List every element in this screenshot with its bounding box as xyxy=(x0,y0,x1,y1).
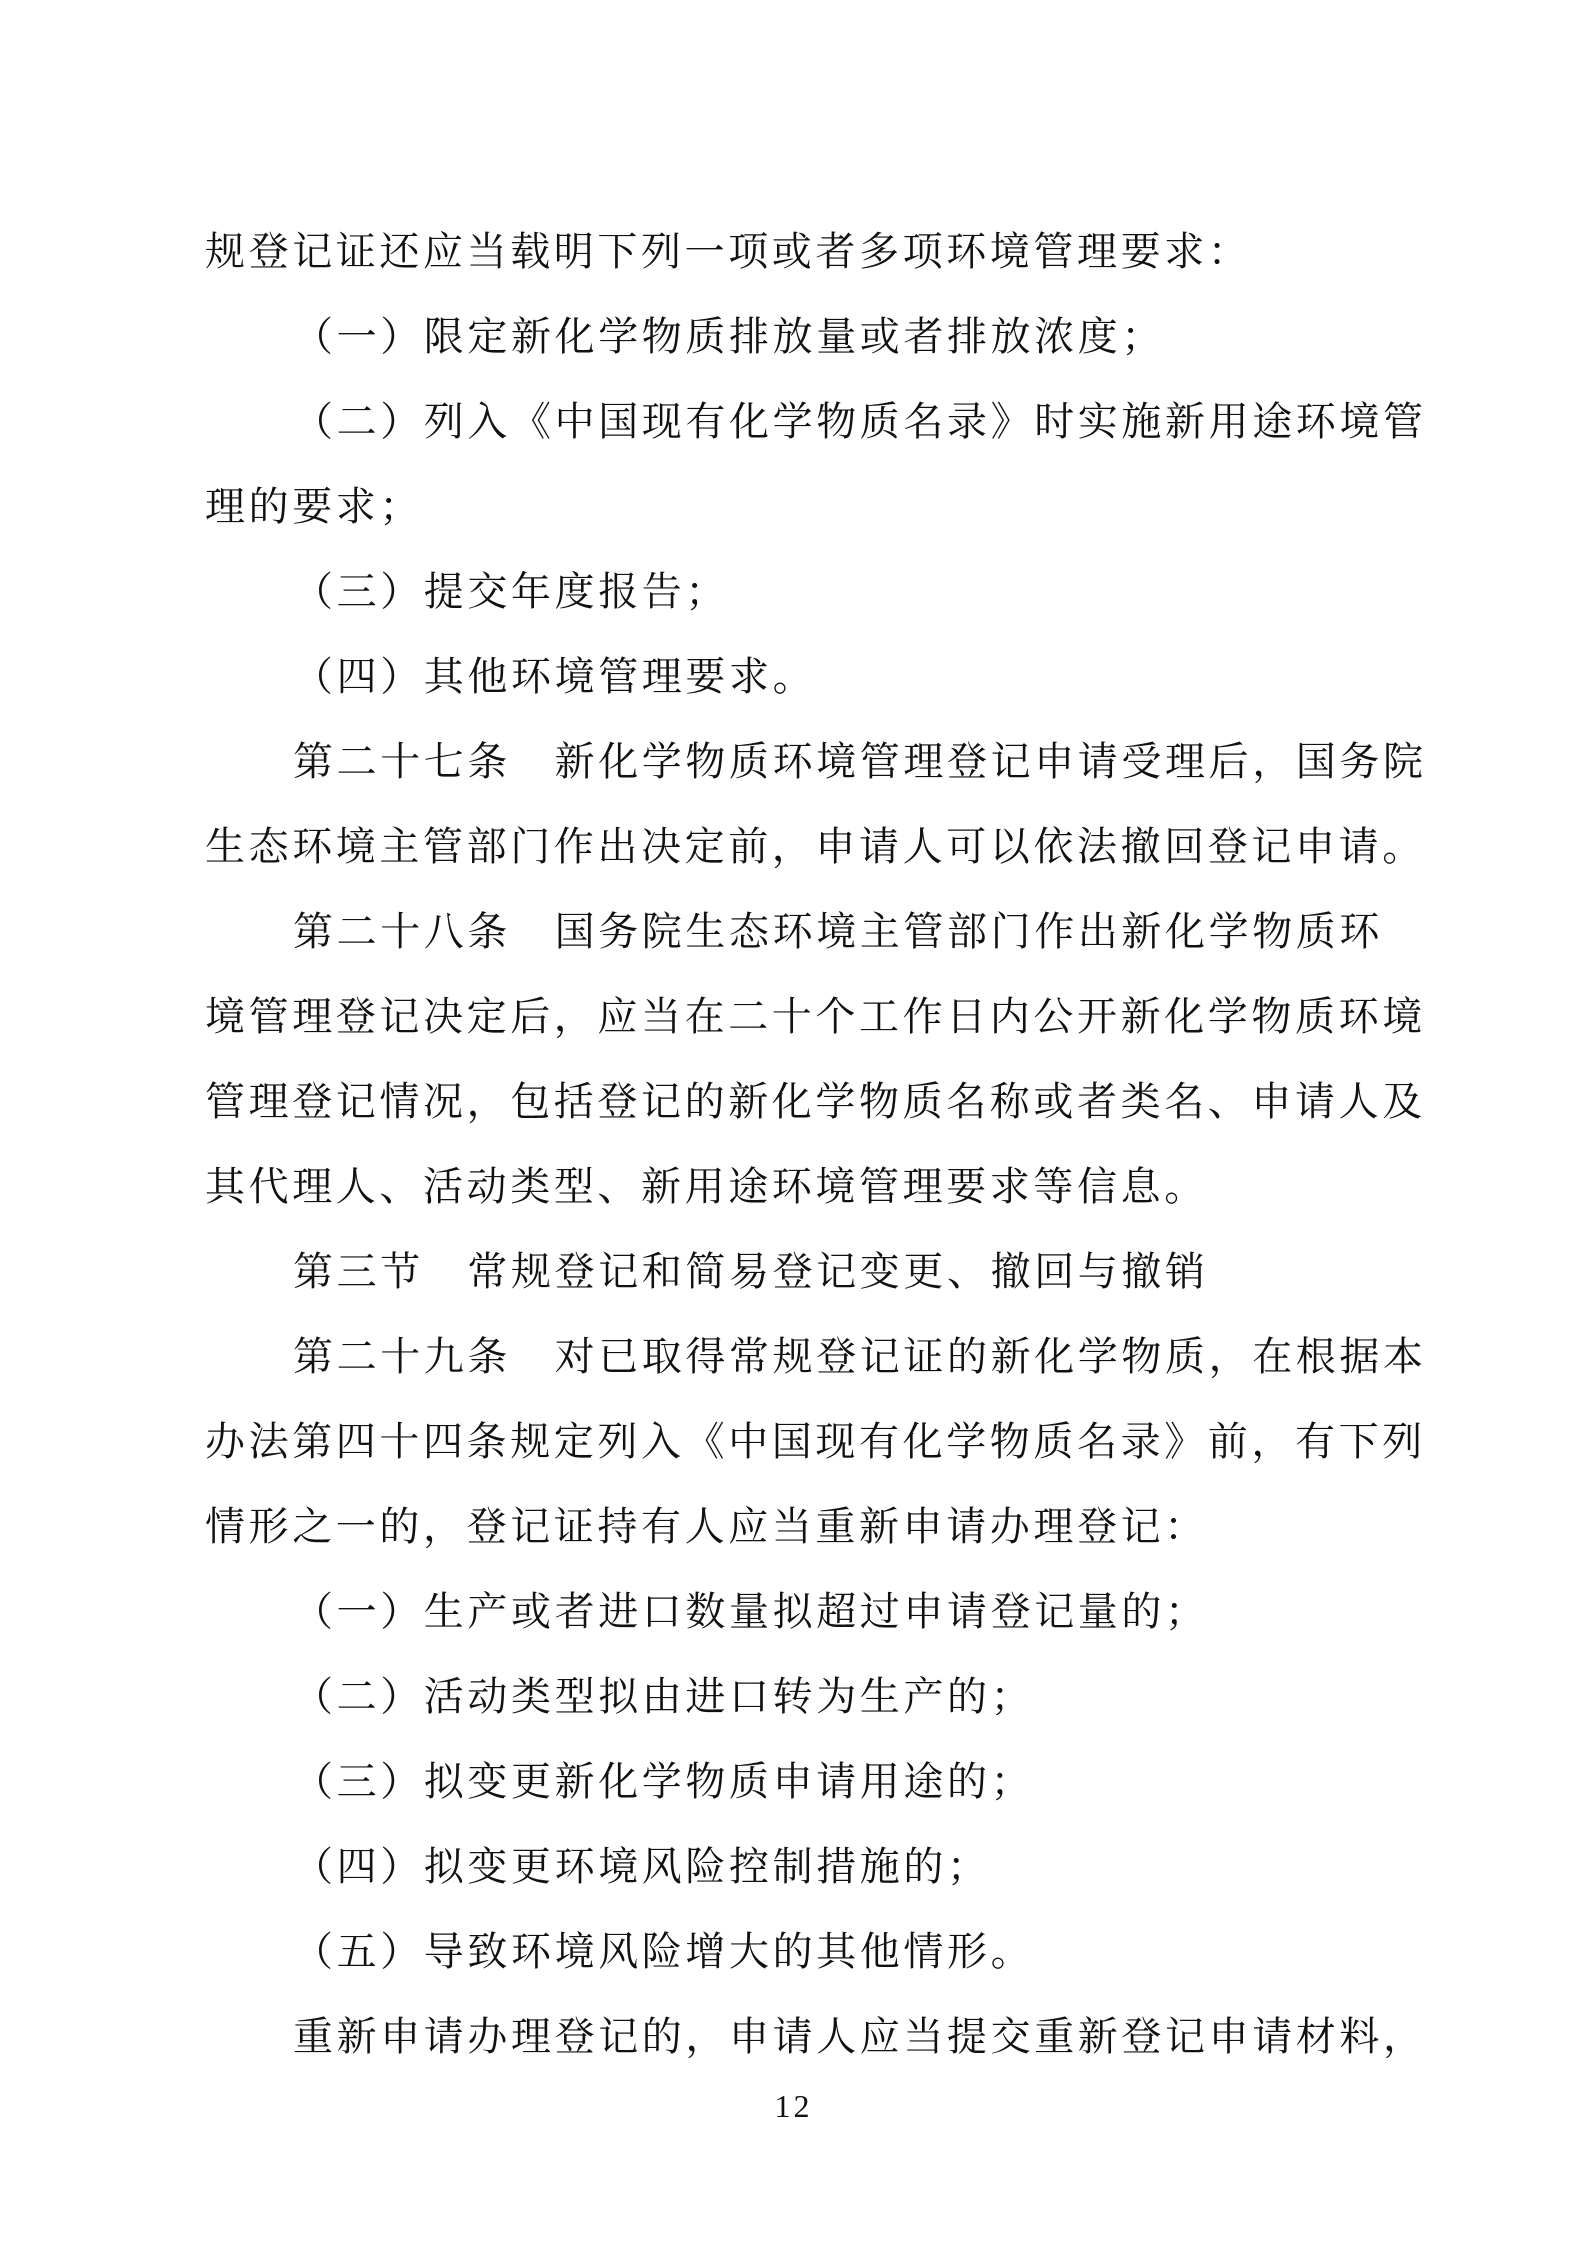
text-line: 规登记证还应当载明下列一项或者多项环境管理要求： xyxy=(205,229,1252,275)
list-item: （四）其他环境管理要求。 xyxy=(293,654,817,700)
list-item: （二）列入《中国现有化学物质名录》时实施新用途环境管 xyxy=(293,399,1427,445)
text-line: 境管理登记决定后，应当在二十个工作日内公开新化学物质环境 xyxy=(205,994,1426,1040)
text-line: 重新申请办理登记的，申请人应当提交重新登记申请材料， xyxy=(293,2014,1427,2060)
article-heading-29: 第二十九条 对已取得常规登记证的新化学物质，在根据本 xyxy=(293,1334,1427,1380)
article-heading-27: 第二十七条 新化学物质环境管理登记申请受理后，国务院 xyxy=(293,739,1427,785)
text-line: 管理登记情况，包括登记的新化学物质名称或者类名、申请人及 xyxy=(205,1079,1426,1125)
list-item: （一）生产或者进口数量拟超过申请登记量的； xyxy=(293,1589,1209,1635)
list-item: （一）限定新化学物质排放量或者排放浓度； xyxy=(293,314,1165,360)
list-item: （五）导致环境风险增大的其他情形。 xyxy=(293,1929,1035,1975)
text-line: 办法第四十四条规定列入《中国现有化学物质名录》前，有下列 xyxy=(205,1419,1426,1465)
list-item: （三）提交年度报告； xyxy=(293,569,729,615)
text-line: 情形之一的，登记证持有人应当重新申请办理登记： xyxy=(205,1504,1208,1550)
article-heading-28: 第二十八条 国务院生态环境主管部门作出新化学物质环 xyxy=(293,909,1383,955)
page-number: 12 xyxy=(774,2088,813,2124)
text-line: 理的要求； xyxy=(205,484,423,530)
text-line: 生态环境主管部门作出决定前，申请人可以依法撤回登记申请。 xyxy=(205,824,1426,870)
section-heading: 第三节 常规登记和简易登记变更、撤回与撤销 xyxy=(293,1249,1209,1295)
text-line: 其代理人、活动类型、新用途环境管理要求等信息。 xyxy=(205,1164,1208,1210)
list-item: （二）活动类型拟由进口转为生产的； xyxy=(293,1674,1035,1720)
list-item: （三）拟变更新化学物质申请用途的； xyxy=(293,1759,1035,1805)
list-item: （四）拟变更环境风险控制措施的； xyxy=(293,1844,991,1890)
